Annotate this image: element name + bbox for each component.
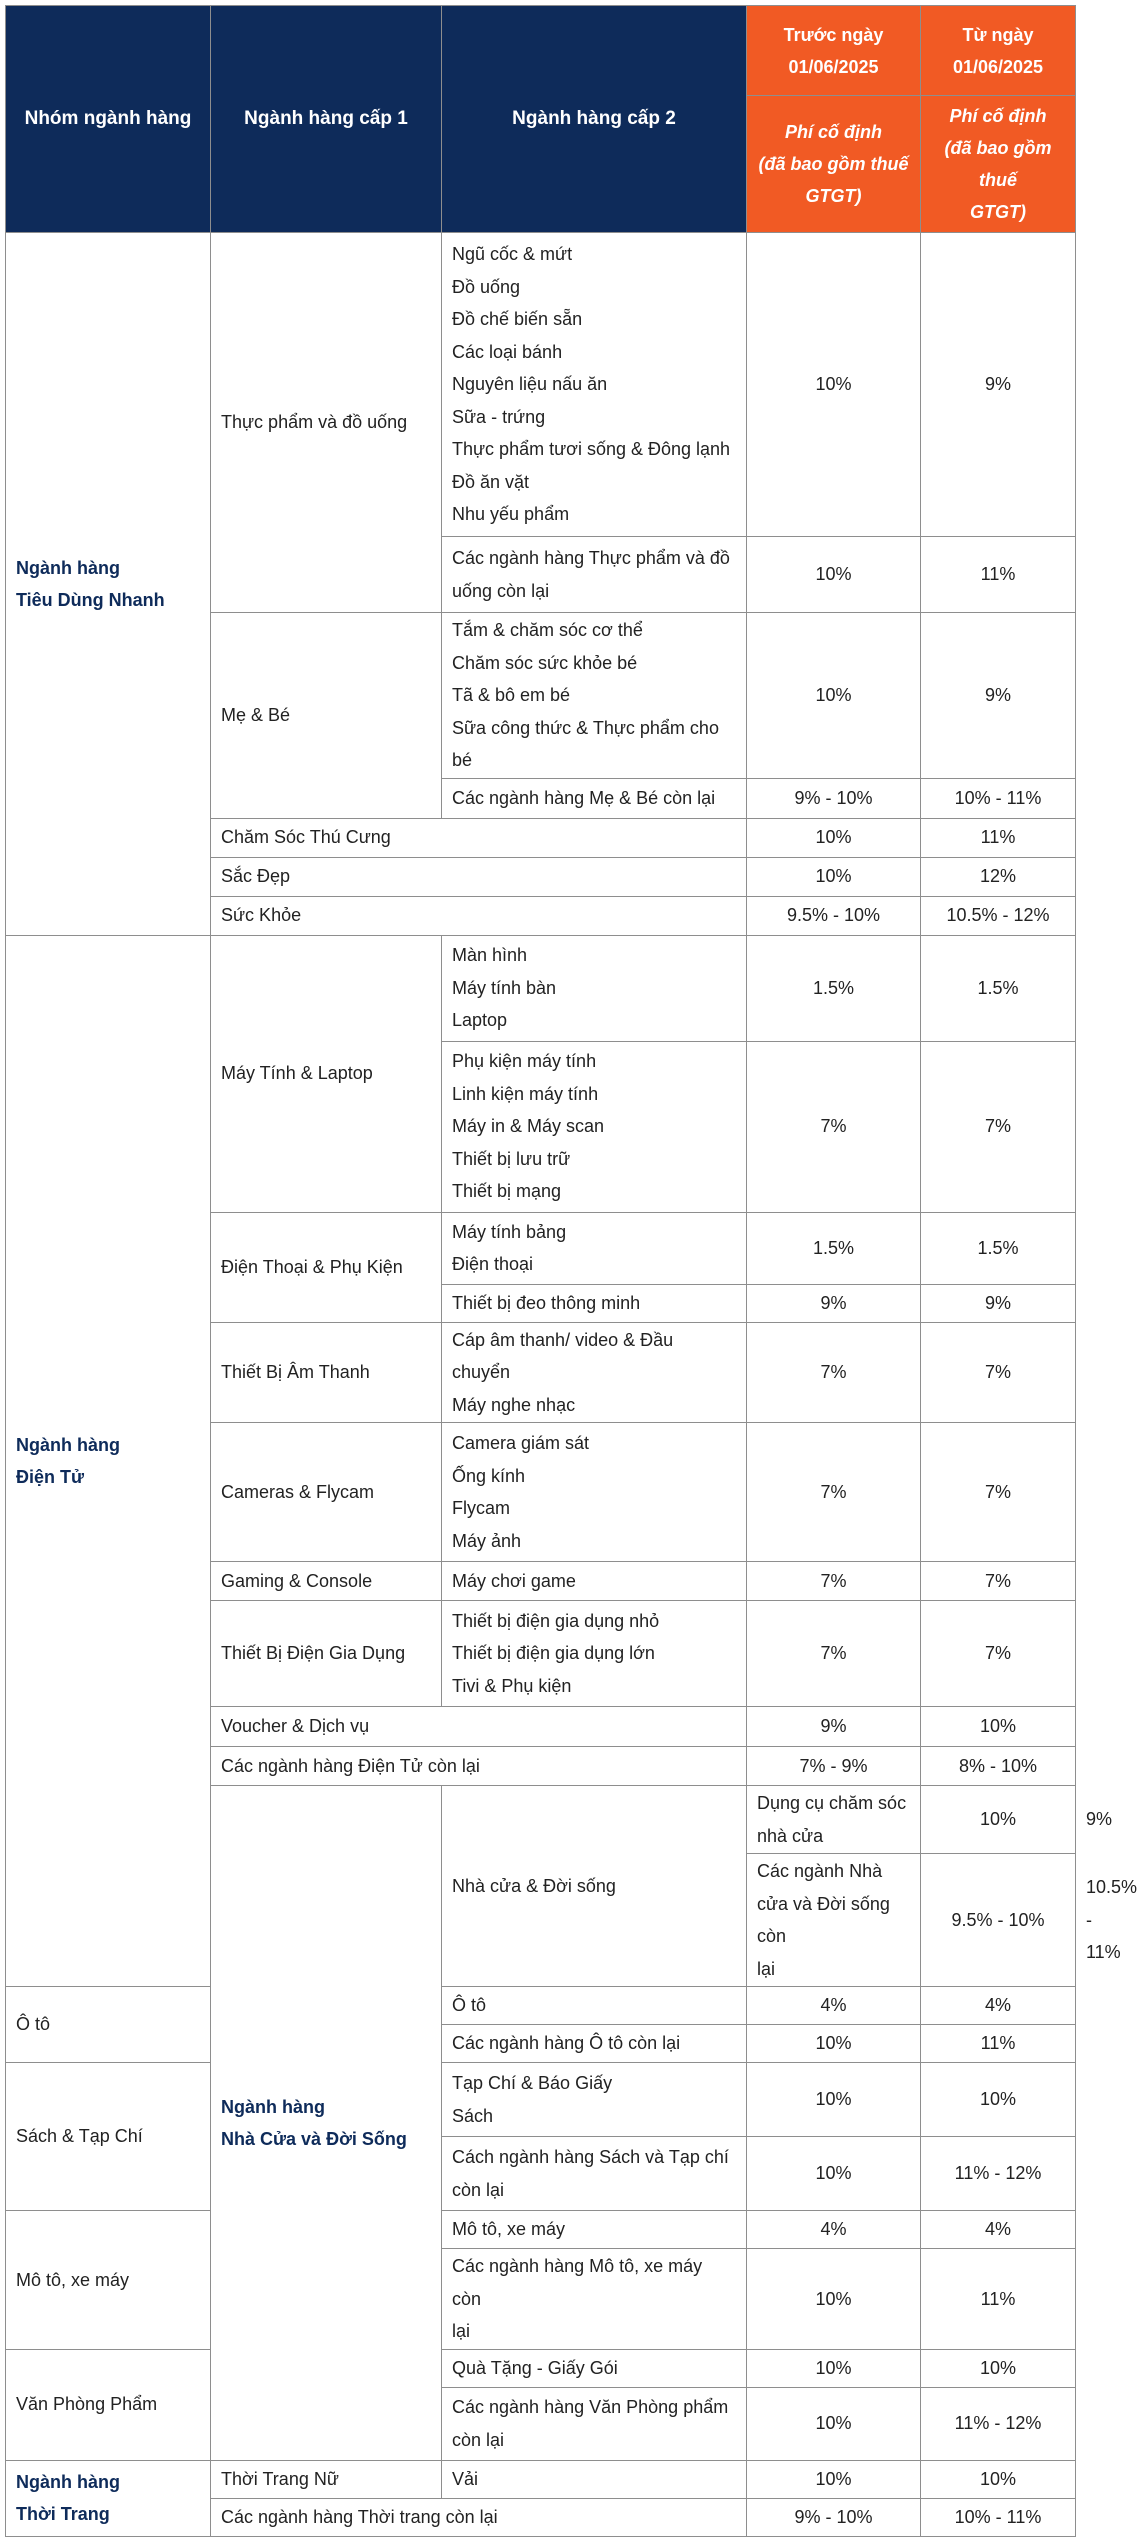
level2-item: Đồ uống: [452, 276, 521, 297]
level2-item: Máy in & Máy scan: [452, 1116, 605, 1137]
fee-after: 10%: [921, 1707, 1076, 1747]
level2-cell: [747, 1854, 921, 1987]
fee-before: 10%: [747, 857, 921, 896]
fee-before: 9.5% - 10%: [747, 896, 921, 935]
level2-item: Camera giám sát: [452, 1433, 590, 1453]
level2-item: Laptop: [452, 1010, 508, 1031]
fee-after: 11% - 12%: [921, 2387, 1076, 2460]
level1-cell: Văn Phòng Phẩm: [6, 2349, 211, 2460]
level1-cell: Sức Khỏe: [211, 896, 747, 935]
group-cell: Ngành hàng Tiêu Dùng Nhanh: [6, 233, 211, 936]
level2-item: Nhu yếu phẩm: [452, 504, 570, 525]
fee-after: 11% - 12%: [921, 2137, 1076, 2211]
level2-item: Tạp Chí & Báo Giấy: [452, 2073, 613, 2093]
level2-item: còn lại: [452, 2429, 505, 2450]
fee-after: 7%: [921, 1601, 1076, 1707]
fee-before: 10%: [747, 233, 921, 537]
level2-item: Sữa - trứng: [452, 406, 546, 427]
header-before-date: Trước ngày 01/06/2025: [747, 6, 921, 96]
fee-after: 7%: [921, 1322, 1076, 1423]
level1-cell: Cameras & Flycam: [211, 1423, 442, 1562]
level1-cell: Điện Thoại & Phụ Kiện: [211, 1212, 442, 1322]
level2-item: Ống kính: [452, 1465, 526, 1486]
level2-item: Đồ chế biến sẵn: [452, 309, 583, 330]
level2-item: Điện thoại: [452, 1254, 534, 1274]
level2-item: lại: [757, 1958, 776, 1979]
fee-before: 7% - 9%: [747, 1747, 921, 1786]
level2-cell: [442, 935, 747, 1041]
level2-cell: [442, 233, 747, 537]
level2-cell: [442, 2025, 747, 2063]
fee-after: 12%: [921, 857, 1076, 896]
level2-item: Máy tính bảng: [452, 1221, 567, 1242]
fee-after: 9%: [921, 1284, 1076, 1322]
fee-before: 10%: [921, 1786, 1076, 1854]
level1-cell: Sách & Tạp Chí: [6, 2063, 211, 2211]
level2-item: còn lại: [452, 2179, 505, 2200]
header-fee-after: Phí cố định (đã bao gồm thuế GTGT): [921, 96, 1076, 233]
group-cell: Ngành hàng Nhà Cửa và Đời Sống: [211, 1786, 442, 2461]
level2-item: Màn hình: [452, 945, 528, 966]
level2-item: uống còn lại: [452, 580, 550, 601]
level2-cell: [442, 2249, 747, 2350]
table-row: Ngành hàng Nhà Cửa và Đời Sống Nhà cửa & Đời sống Dụng cụ chăm sóc nhà cửa 10% 9%: [6, 1786, 1076, 1854]
fee-before: 10%: [747, 613, 921, 779]
level1-cell: Ô tô: [6, 1987, 211, 2063]
level2-cell: [442, 2137, 747, 2211]
level1-cell: Gaming & Console: [211, 1562, 442, 1601]
fee-before: 10%: [747, 818, 921, 857]
level1-cell: Thiết Bị Điện Gia Dụng: [211, 1601, 442, 1707]
level2-item: Sách: [452, 2105, 494, 2126]
level2-cell: [747, 1786, 921, 1854]
table-row: [6, 935, 1076, 1041]
fee-after: 7%: [921, 1041, 1076, 1212]
level2-cell: [442, 613, 747, 779]
level2-cell: [442, 537, 747, 613]
level1-cell: Mô tô, xe máy: [6, 2211, 211, 2350]
fee-after: 11%: [921, 818, 1076, 857]
fee-after: 10.5% - 12%: [921, 896, 1076, 935]
header-level2: Ngành hàng cấp 2: [442, 6, 747, 233]
fee-after: 10%: [921, 2460, 1076, 2498]
level2-item: Chăm sóc sức khỏe bé: [452, 652, 638, 673]
level2-item: Các ngành hàng Thực phẩm và đồ: [452, 548, 730, 568]
fee-after: 8% - 10%: [921, 1747, 1076, 1786]
level1-cell: Nhà cửa & Đời sống: [442, 1786, 747, 1987]
level2-item: Cách ngành hàng Sách và Tạp chí: [452, 2147, 729, 2167]
level2-item: Dụng cụ chăm sóc nhà cửa: [757, 1793, 907, 1846]
level2-cell: [442, 1423, 747, 1562]
header-level1: Ngành hàng cấp 1: [211, 6, 442, 233]
level2-item: Thực phẩm tươi sống & Đông lạnh: [452, 439, 731, 460]
table-row: [6, 2063, 1076, 2137]
level2-item: Thiết bị điện gia dụng lớn: [452, 1643, 655, 1664]
group-cell: Ngành hàng Thời Trang: [6, 2460, 211, 2536]
fee-before: 7%: [747, 1322, 921, 1423]
level2-item: Thiết bị lưu trữ: [452, 1148, 571, 1169]
fee-before: 9.5% - 10%: [921, 1854, 1076, 1987]
level1-cell: Thời Trang Nữ: [211, 2460, 442, 2498]
fee-before: 1.5%: [747, 1212, 921, 1284]
level2-item: Nguyên liệu nấu ăn: [452, 374, 608, 395]
level2-cell: [442, 778, 747, 818]
fee-before: 10%: [747, 2025, 921, 2063]
level2-cell: [442, 1987, 747, 2025]
fee-before: 9%: [747, 1707, 921, 1747]
level2-item: Các loại bánh: [452, 341, 563, 362]
level2-item: Các ngành hàng Văn Phòng phẩm: [452, 2397, 729, 2417]
level2-cell: [442, 1284, 747, 1322]
level2-item: Các ngành Nhà cửa và Đời sống còn: [757, 1861, 890, 1946]
fee-after: 9%: [921, 233, 1076, 537]
level1-cell: Chăm Sóc Thú Cưng: [211, 818, 747, 857]
level1-cell: Sắc Đẹp: [211, 857, 747, 896]
fee-before: 7%: [747, 1562, 921, 1601]
fee-after: 10% - 11%: [921, 2498, 1076, 2536]
fee-after: 10% - 11%: [921, 778, 1076, 818]
fee-after: 4%: [921, 1987, 1076, 2025]
fee-before: 10%: [747, 2063, 921, 2137]
fee-table: [5, 5, 1137, 2537]
level2-item: Cáp âm thanh/ video & Đầu chuyển: [452, 1329, 674, 1382]
fee-before: 9%: [747, 1284, 921, 1322]
fee-before: 7%: [747, 1423, 921, 1562]
level2-item: Mô tô, xe máy: [452, 2219, 566, 2240]
level2-item: Máy nghe nhạc: [452, 1394, 576, 1415]
group-cell: Ngành hàng Điện Tử: [6, 935, 211, 1987]
level2-item: Thiết bị điện gia dụng nhỏ: [452, 1610, 660, 1631]
table-row: [6, 233, 1076, 537]
level2-item: Máy chơi game: [452, 1570, 576, 1591]
fee-before: 10%: [747, 2387, 921, 2460]
fee-after: 1.5%: [921, 1212, 1076, 1284]
level2-item: Quà Tặng - Giấy Gói: [452, 2357, 618, 2378]
fee-after: 11%: [921, 2025, 1076, 2063]
fee-before: 10%: [747, 2460, 921, 2498]
fee-before: 7%: [747, 1041, 921, 1212]
fee-after: 11%: [921, 2249, 1076, 2350]
header-from-date: Từ ngày 01/06/2025: [921, 6, 1076, 96]
fee-before: 4%: [747, 1987, 921, 2025]
header-group: Nhóm ngành hàng: [6, 6, 211, 233]
fee-before: 10%: [747, 2137, 921, 2211]
level2-item: Sữa công thức & Thực phẩm cho bé: [452, 717, 719, 770]
level1-cell: Voucher & Dịch vụ: [211, 1707, 747, 1747]
table-row: Các ngành Nhà cửa và Đời sống còn lại 9.5% - 10% 10.5% - 11%: [6, 1854, 1076, 1987]
header-row: [6, 6, 1076, 96]
fee-after: 7%: [921, 1562, 1076, 1601]
header-fee-before: Phí cố định (đã bao gồm thuế GTGT): [747, 96, 921, 233]
fee-table-container: [5, 5, 1137, 2537]
fee-before: 10%: [747, 2249, 921, 2350]
level2-item: Tivi & Phụ kiện: [452, 1675, 572, 1696]
fee-after: 1.5%: [921, 935, 1076, 1041]
level1-cell: Máy Tính & Laptop: [211, 935, 442, 1212]
fee-after: 9%: [921, 613, 1076, 779]
level2-item: lại: [452, 2321, 471, 2341]
level1-cell: Thực phẩm và đồ uống: [211, 233, 442, 613]
level2-item: Phụ kiện máy tính: [452, 1051, 597, 1072]
table-row: [6, 2211, 1076, 2249]
level2-item: Máy tính bàn: [452, 977, 557, 998]
level2-item: Thiết bị mạng: [452, 1181, 562, 1202]
fee-before: 10%: [747, 537, 921, 613]
table-row: [6, 2460, 1076, 2498]
level2-item: Các ngành hàng Mô tô, xe máy còn: [452, 2256, 703, 2309]
fee-before: 10%: [747, 2349, 921, 2387]
level2-item: Tã & bô em bé: [452, 685, 571, 705]
table-row: [6, 2349, 1076, 2387]
level2-item: Đồ ăn vặt: [452, 471, 530, 492]
level1-cell: Mẹ & Bé: [211, 613, 442, 819]
level1-cell: Các ngành hàng Thời trang còn lại: [211, 2498, 747, 2536]
level2-cell: [442, 2387, 747, 2460]
level2-item: Tắm & chăm sóc cơ thể: [452, 620, 643, 640]
level2-cell: [442, 1322, 747, 1423]
level2-item: Ô tô: [452, 1995, 487, 2016]
level2-item: Các ngành hàng Mẹ & Bé còn lại: [452, 787, 716, 808]
level2-item: Máy ảnh: [452, 1530, 522, 1551]
level2-cell: [442, 2211, 747, 2249]
fee-after: 10%: [921, 2063, 1076, 2137]
level2-cell: [442, 2063, 747, 2137]
fee-after: 4%: [921, 2211, 1076, 2249]
level2-cell: [442, 1601, 747, 1707]
level2-item: Các ngành hàng Ô tô còn lại: [452, 2033, 681, 2054]
fee-before: 9% - 10%: [747, 778, 921, 818]
level2-item: Vải: [452, 2468, 479, 2489]
fee-before: 1.5%: [747, 935, 921, 1041]
fee-after: 11%: [921, 537, 1076, 613]
level2-cell: [442, 2460, 747, 2498]
level2-cell: [442, 1562, 747, 1601]
level1-cell: Thiết Bị Âm Thanh: [211, 1322, 442, 1423]
fee-before: 7%: [747, 1601, 921, 1707]
level2-cell: [442, 1041, 747, 1212]
level2-item: Flycam: [452, 1498, 510, 1518]
fee-before: 4%: [747, 2211, 921, 2249]
fee-after: 10%: [921, 2349, 1076, 2387]
table-row: [6, 1987, 1076, 2025]
level2-cell: [442, 2349, 747, 2387]
fee-before: 9% - 10%: [747, 2498, 921, 2536]
fee-after: 7%: [921, 1423, 1076, 1562]
level2-cell: [442, 1212, 747, 1284]
level1-cell: Các ngành hàng Điện Tử còn lại: [211, 1747, 747, 1786]
level2-item: Ngũ cốc & mứt: [452, 244, 573, 265]
level2-item: Linh kiện máy tính: [452, 1083, 599, 1104]
level2-item: Thiết bị đeo thông minh: [452, 1292, 641, 1313]
